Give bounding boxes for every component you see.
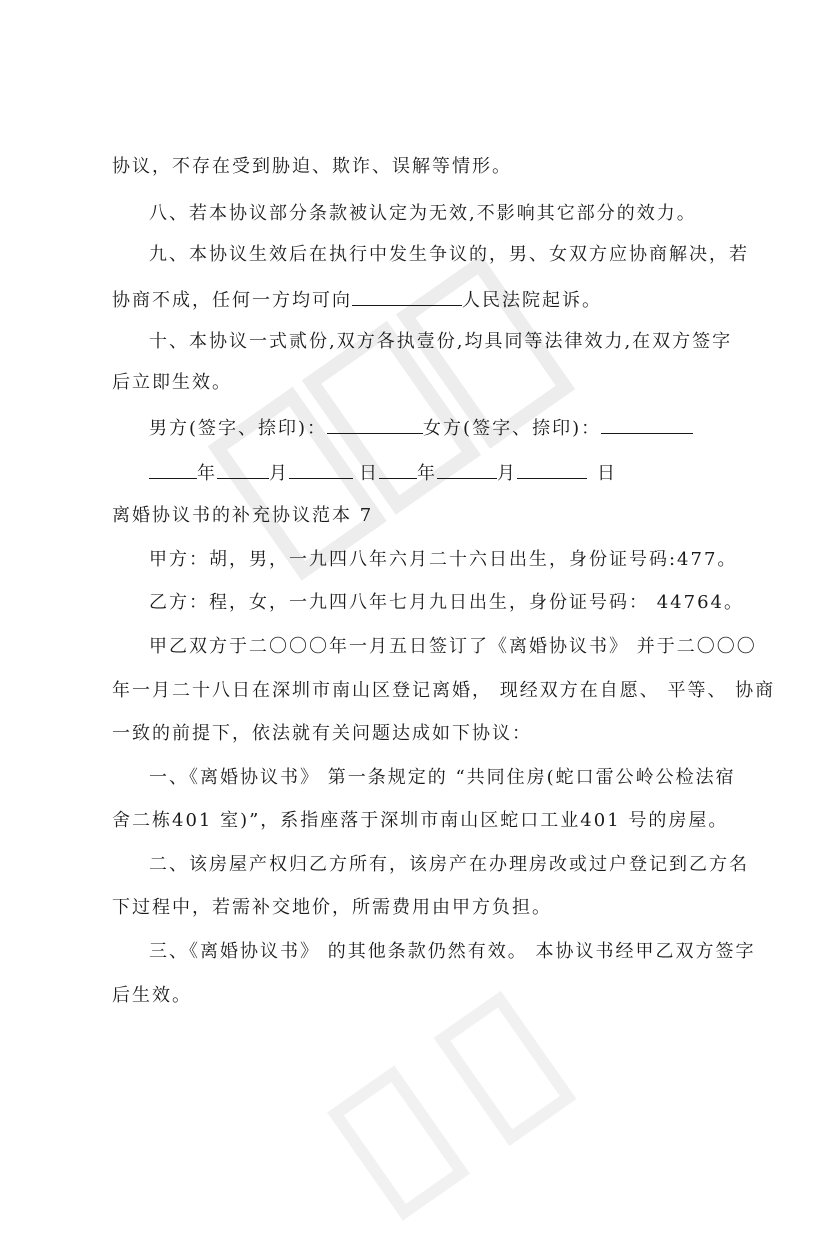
month-blank xyxy=(217,462,269,479)
year-label-2: 年 xyxy=(417,463,437,484)
female-signature-blank xyxy=(601,417,693,434)
preamble-continued-2: 一致的前提下，依法就有关问题达成如下协议： xyxy=(112,723,532,744)
year-label: 年 xyxy=(197,463,217,484)
preamble-continued: 年一月二十八日在深圳市南山区登记离婚， 现经双方在自愿、 平等、 协商 xyxy=(112,680,776,701)
date-line xyxy=(149,462,617,485)
article-3: 三、《离婚协议书》 的其他条款仍然有效。 本协议书经甲乙双方签字 xyxy=(149,941,756,962)
text-line: 协议，不存在受到胁迫、欺诈、误解等情形。 xyxy=(112,156,512,177)
article-1: 一、《离婚协议书》 第一条规定的 “共同住房(蛇口雷公岭公检法宿 xyxy=(149,767,736,788)
preamble: 甲乙双方于二〇〇〇年一月五日签订了《离婚协议书》 并于二〇〇〇 xyxy=(149,636,757,657)
signature-line xyxy=(149,417,693,440)
clause-10: 十、本协议一式贰份,双方各执壹份,均具同等法律效力,在双方签字 xyxy=(149,331,733,352)
clause-8: 八、若本协议部分条款被认定为无效,不影响其它部分的效力。 xyxy=(149,203,697,224)
year-blank xyxy=(149,462,197,479)
month-blank-2 xyxy=(437,462,497,479)
article-2-continued: 下过程中，若需补交地价，所需费用由甲方负担。 xyxy=(112,897,552,918)
article-2: 二、该房屋产权归乙方所有，该房产在办理房改或过户登记到乙方名 xyxy=(149,854,749,875)
month-label: 月 xyxy=(269,463,289,484)
text-segment: 协商不成，任何一方均可向 xyxy=(112,290,352,311)
court-name-blank xyxy=(352,289,462,306)
day-label: 日 xyxy=(359,463,379,484)
article-3-continued: 后生效。 xyxy=(112,985,192,1006)
male-signature-blank xyxy=(327,417,423,434)
party-b: 乙方：程，女，一九四八年七月九日出生，身份证号码： 44764。 xyxy=(149,592,744,613)
day-blank-2 xyxy=(517,462,587,479)
day-blank xyxy=(289,462,353,479)
watermark-logo-bottom xyxy=(308,960,613,1240)
month-label-2: 月 xyxy=(497,463,517,484)
party-a: 甲方：胡，男，一九四八年六月二十六日出生，身份证号码:477。 xyxy=(149,549,738,570)
clause-9-continued xyxy=(112,289,602,312)
male-signature-label: 男方(签字、捺印)： xyxy=(149,418,328,439)
female-signature-label: 女方(签字、捺印)： xyxy=(423,418,602,439)
article-1-continued: 舍二栋401 室)”，系指座落于深圳市南山区蛇口工业401 号的房屋。 xyxy=(112,810,729,831)
clause-10-continued: 后立即生效。 xyxy=(112,372,232,393)
section-title: 离婚协议书的补充协议范本 7 xyxy=(112,505,374,526)
text-segment: 人民法院起诉。 xyxy=(462,290,602,311)
day-label-2: 日 xyxy=(597,463,617,484)
year-blank-2 xyxy=(379,462,417,479)
clause-9: 九、本协议生效后在执行中发生争议的，男、女双方应协商解决，若 xyxy=(149,244,749,265)
